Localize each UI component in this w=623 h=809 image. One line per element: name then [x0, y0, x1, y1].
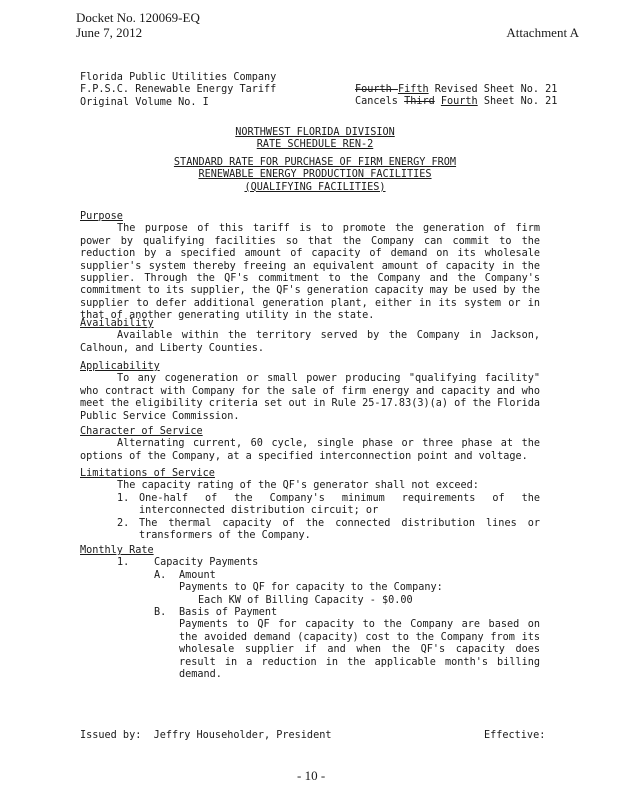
- page-number: - 10 -: [297, 768, 326, 783]
- amount-title: Amount: [179, 569, 216, 581]
- limitation-number: 1.: [117, 492, 130, 504]
- division-name: NORTHWEST FLORIDA DIVISION: [235, 127, 395, 138]
- rate-title: [160, 157, 470, 194]
- limitations-heading: Limitations of Service: [80, 468, 215, 479]
- monthly-rate-heading: Monthly Rate: [80, 545, 154, 556]
- new-cancel: Fourth: [440, 96, 478, 108]
- purpose-section: [80, 211, 540, 323]
- applicability-text: To any cogeneration or small power producing "qualifying facility" who contract with Company for the sale of firm energy and capacity and who meet the eligibility criteria set out in Rule 25-17.83(3)(a) of the Florida Public Service Commission.: [80, 373, 541, 422]
- availability-section: [80, 318, 540, 355]
- new-revision: Fifth: [397, 84, 429, 95]
- monthly-rate-section: [80, 545, 540, 681]
- rate-schedule: RATE SCHEDULE REN-2: [256, 139, 374, 151]
- volume-name: Original Volume No. I: [80, 96, 209, 108]
- availability-text: Available within the territory served by the Company in Jackson, Calhoun, and Liberty Counties.: [80, 330, 540, 354]
- sheet-header-right: [355, 84, 557, 109]
- sheet-revision-line: [355, 84, 557, 96]
- amount-line-2: Each KW of Billing Capacity - $0.00: [198, 594, 413, 606]
- basis-text: Payments to QF for capacity to the Company are based on the avoided demand (capacity) cost to the Company from its wholesale supplier if and when the QF's capacity does result in a reduction in the applicable month's billing demand.: [179, 619, 540, 681]
- basis-title: Basis of Payment: [179, 607, 278, 619]
- applicability-heading: Applicability: [80, 361, 160, 372]
- issued-by: Issued by: Jeffry Householder, President: [80, 730, 332, 741]
- amount-line-1: Payments to QF for capacity to the Company:: [179, 582, 443, 594]
- basis-label: B.: [154, 607, 167, 619]
- amount-label: A.: [154, 569, 167, 581]
- rate-title-line-3: (QUALIFYING FACILITIES): [244, 181, 386, 193]
- rate-title-line-2: RENEWABLE ENERGY PRODUCTION FACILITIES: [198, 169, 432, 181]
- purpose-text: The purpose of this tariff is to promote the generation of firm power by qualifying facilities so that the Company can commit to the reduction by a specified amount of capacity of demand on its wholesale supplier's system thereby freeing an equivalent amount of capacity in the supplier. Through the QF's commitment to the Company and the Company's commitment to its supplier, the QF's generation capacity may be used by the supplier to defer additional generation plant, either in its system or in that of another generating utility in the state.: [80, 223, 541, 322]
- limitations-section: [80, 468, 540, 542]
- rate-title-line-1: STANDARD RATE FOR PURCHASE OF FIRM ENERGY FROM: [173, 157, 457, 168]
- tariff-name: F.P.S.C. Renewable Energy Tariff: [80, 84, 277, 96]
- tariff-header-left: [80, 72, 276, 109]
- limitation-text: One-half of the Company's minimum requirements of the interconnected distribution circuit; or: [139, 492, 540, 517]
- character-heading: Character of Service: [80, 426, 203, 437]
- revision-rest: Revised Sheet No. 21: [428, 84, 558, 95]
- basis-row: [80, 607, 540, 619]
- docket-date: June 7, 2012: [76, 25, 143, 40]
- division-title: [180, 127, 450, 152]
- purpose-heading: Purpose: [80, 211, 123, 222]
- company-name: Florida Public Utilities Company: [80, 72, 277, 83]
- docket-number: Docket No. 120069-EQ: [76, 10, 200, 25]
- limitation-item: [80, 518, 540, 543]
- character-text: Alternating current, 60 cycle, single phase or three phase at the options of the Company, at a specified interconnection point and voltage.: [80, 438, 540, 462]
- amount-row: [80, 570, 540, 582]
- availability-heading: Availability: [80, 318, 154, 329]
- effective-label: Effective:: [484, 730, 546, 741]
- struck-revision: Fourth: [355, 84, 398, 95]
- capacity-payments-row: [80, 557, 540, 569]
- limitation-text: The thermal capacity of the connected distribution lines or transformers of the Company.: [139, 517, 540, 542]
- cancels-prefix: Cancels: [355, 96, 405, 108]
- item-title: Capacity Payments: [154, 557, 259, 569]
- attachment-label: Attachment A: [506, 25, 579, 40]
- applicability-section: [80, 361, 540, 423]
- struck-cancel: Third: [404, 96, 435, 108]
- limitations-intro: The capacity rating of the QF's generator shall not exceed:: [117, 480, 479, 492]
- cancels-rest: Sheet No. 21: [477, 96, 558, 108]
- item-number: 1.: [117, 557, 130, 569]
- character-section: [80, 426, 540, 463]
- limitation-number: 2.: [117, 517, 130, 529]
- sheet-cancels-line: [355, 96, 557, 108]
- limitation-item: [80, 493, 540, 518]
- docket-block: [76, 10, 200, 40]
